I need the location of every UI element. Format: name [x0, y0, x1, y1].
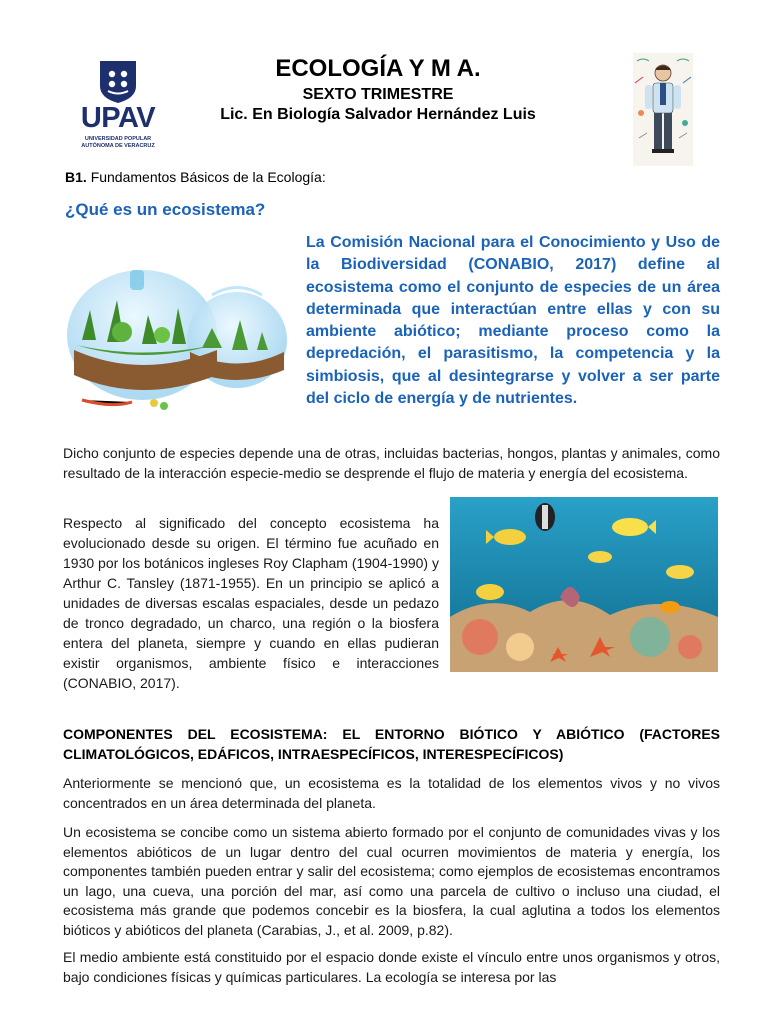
- section-b1: [65, 169, 326, 185]
- terrarium-image: [62, 240, 294, 415]
- conabio-definition-quote: La Comisión Nacional para el Conocimiento y Uso de la Biodiversidad (CONABIO, 2017) define al ecosistema como el conjunto de especies de un área determinada que interactúan entre ellas y con su ambiente abiótico; mediante proceso como la depredación, el parasitismo, la competencia y la simbiosis, que al desintegrarse y volver a ser parte del ciclo de energía y de nutrientes.: [306, 234, 720, 408]
- section-question: ¿Qué es un ecosistema?: [65, 200, 266, 219]
- logo-subtitle-line2: AUTÓNOMA DE VERACRUZ: [81, 143, 155, 149]
- section-b1-text: Fundamentos Básicos de la Ecología:: [90, 169, 326, 185]
- paragraph-open-system: Un ecosistema se concibe como un sistema abierto formado por el conjunto de comunidades vivas y los elementos abióticos de un lugar dentro del cual ocurren movimientos de materia y energía, los componentes también pueden entrar y salir del ecosistema; como ejemplos de ecosistemas encontramos un lago, una cueva, una porción del mar, así como una parcela de cultivo o incluso una ciudad, el ecosistema más grande que podemos concebir es la biosfera, la cual aglutina a todos los elementos bióticos y abióticos del planeta (Carabias, J., et al. 2009, p.82).: [63, 824, 720, 938]
- student-portrait-icon: [633, 53, 693, 166]
- coral-reef-image: [450, 497, 718, 672]
- paragraph-ecosystem-totality: Anteriormente se mencionó que, un ecosistema es la totalidad de los elementos vivos y no vivos concentrados en un área determinada del planeta.: [63, 775, 720, 811]
- paragraph-species-dependence: Dicho conjunto de especies depende una de otras, incluidas bacterias, hongos, plantas y animales, como resultado de la interacción especie-medio se desprende el flujo de materia y energía del ecosistema.: [63, 445, 720, 481]
- section-b1-label: B1.: [65, 169, 87, 185]
- logo-subtitle-line1: UNIVERSIDAD POPULAR: [84, 136, 152, 142]
- document-subtitle: SEXTO TRIMESTRE: [302, 86, 454, 103]
- paragraph-concept-history: Respecto al significado del concepto ecosistema ha evolucionado desde su origen. El término fue acuñado en 1930 por los botánicos ingleses Roy Clapham (1904-1990) y Arthur C. Tansley (1871-1955). En un principio se aplicó a unidades de diversas escalas espaciales, desde un pedazo de tronco degradado, un charco, una región o la biosfera entera del planeta, siempre y cuando en ellas pudieran existir organismos, ambiente físico e interacciones (CONABIO, 2017).: [63, 515, 439, 691]
- section-heading-components: COMPONENTES DEL ECOSISTEMA: EL ENTORNO BIÓTICO Y ABIÓTICO (FACTORES CLIMATOLÓGICOS, EDÁFICOS, INTRAESPECÍFICOS, INTERESPECÍFICOS): [63, 726, 720, 762]
- document-author: Lic. En Biología Salvador Hernández Luis: [220, 106, 536, 123]
- paragraph-environment: El medio ambiente está constituido por el espacio donde existe el vínculo entre unos organismos y otros, bajo condiciones físicas y químicas particulares. La ecología se interesa por las: [63, 949, 720, 985]
- document-title: ECOLOGÍA Y M A.: [275, 55, 481, 82]
- upav-logo-icon: [78, 58, 158, 158]
- logo-wordmark: UPAV: [80, 102, 156, 134]
